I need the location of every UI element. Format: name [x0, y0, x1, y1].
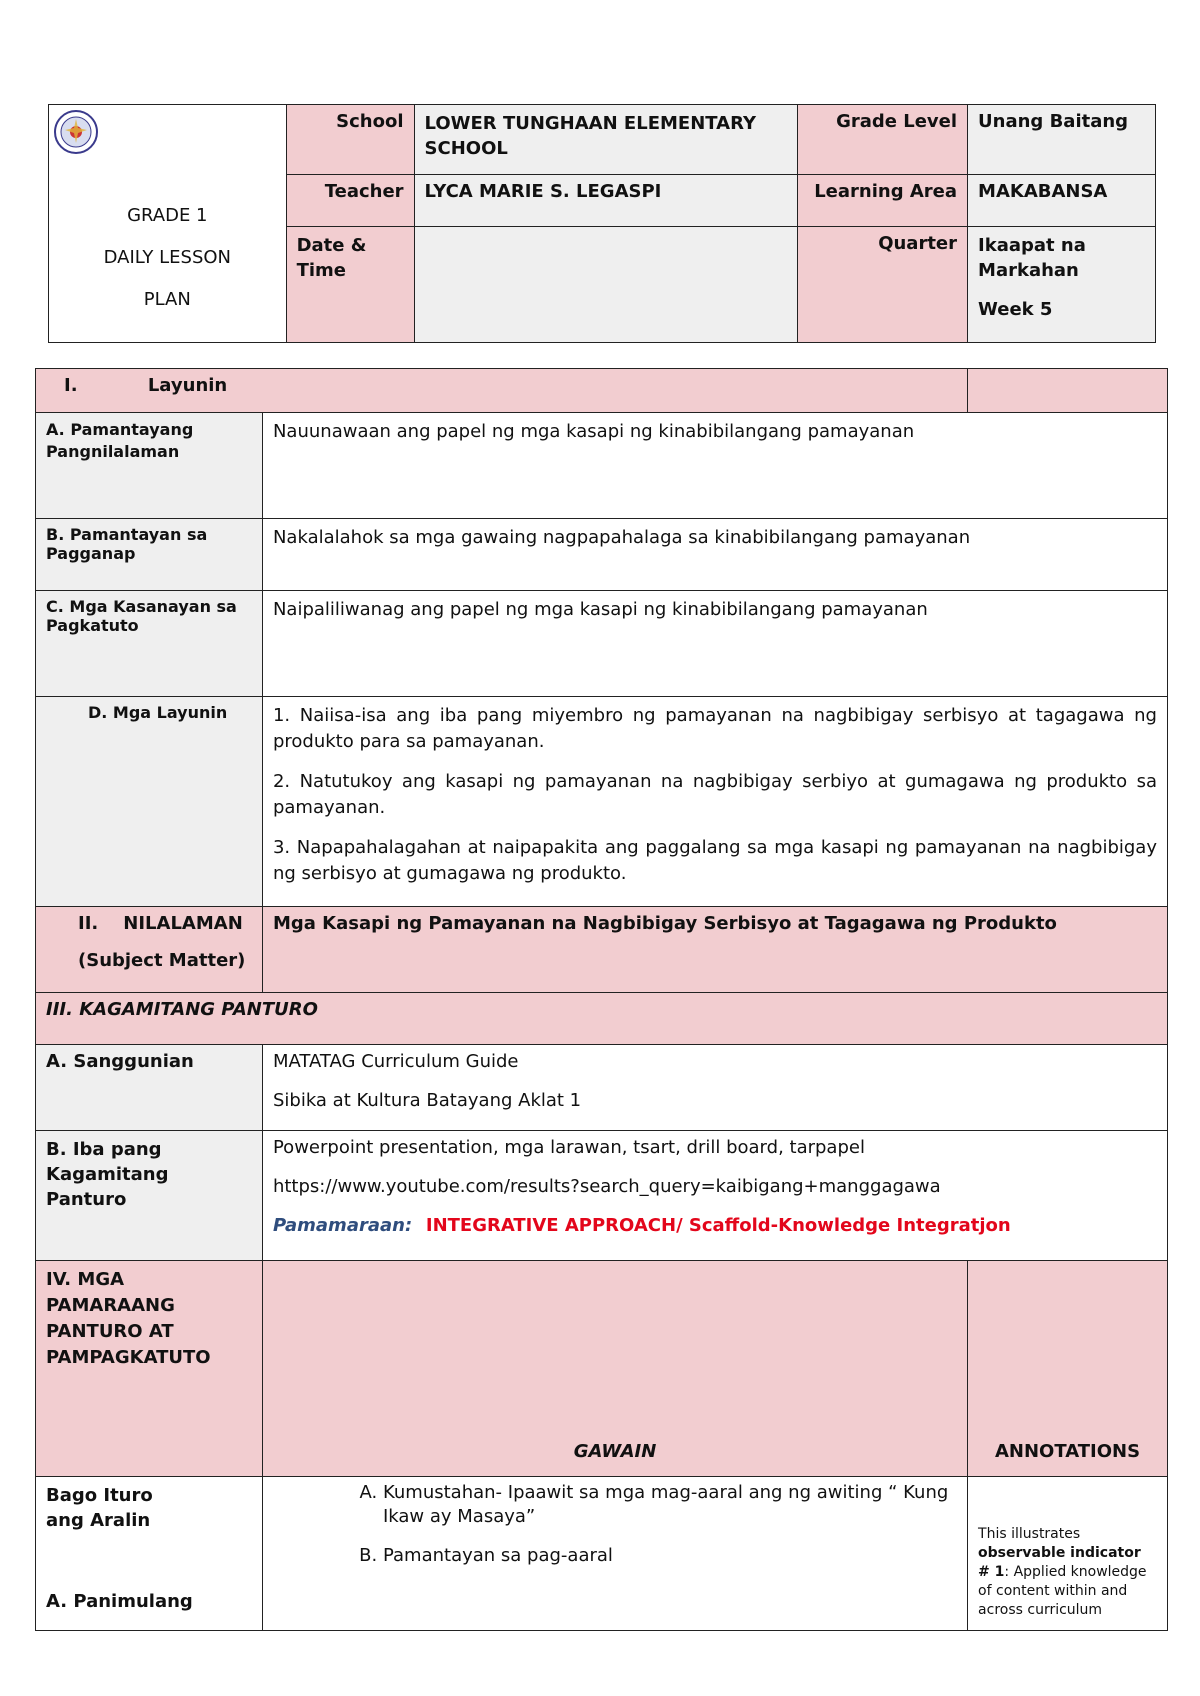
grade-text: GRADE 1: [127, 205, 208, 226]
annotations-header: ANNOTATIONS: [968, 1261, 1168, 1477]
grade-level-value: Unang Baitang: [968, 105, 1156, 175]
youtube-link[interactable]: https://www.youtube.com/results?search_query=kaibigang+manggagawa: [272, 1176, 941, 1197]
lesson-table: [35, 368, 1168, 1631]
date-value: [414, 227, 798, 343]
pamamaraan-label: Pamamaraan:: [272, 1215, 413, 1236]
panimulang-label: A. Panimulang: [46, 1591, 193, 1612]
learning-area-value: MAKABANSA: [968, 175, 1156, 227]
layunin-num: I.: [64, 375, 78, 396]
nilalaman-value: Mga Kasapi ng Pamayanan na Nagbibigay Serbisyo at Tagagawa ng Produkto: [262, 907, 1167, 993]
pamamaraan-line: [273, 1215, 1157, 1236]
sanggunian-item: MATATAG Curriculum Guide: [272, 1051, 519, 1072]
nilalaman-label: [36, 907, 263, 993]
grade-plan-cell: [49, 105, 287, 343]
grade-level-label: Grade Level: [798, 105, 968, 175]
bago-item: B. Pamantayan sa pag-aaral: [383, 1544, 957, 1568]
bago-item: A. Kumustahan- Ipaawit sa mga mag-aaral ang ng awiting “ Kung Ikaw ay Masaya”: [383, 1481, 957, 1530]
pamaraan-label: IV. MGA PAMARAANG PANTURO AT PAMPAGKATUTO: [36, 1261, 263, 1477]
kasanayan-value: Naipaliliwanag ang papel ng mga kasapi ng kinabibilangang pamayanan: [262, 591, 1167, 697]
bago-gawain: [262, 1477, 967, 1631]
bago-annotation: [968, 1477, 1168, 1631]
plan-text-2: PLAN: [143, 289, 191, 310]
gawain-header: GAWAIN: [262, 1261, 967, 1477]
school-label: School: [286, 105, 414, 175]
pagganap-value: Nakalalahok sa mga gawaing nagpapahalaga sa kinabibilangang pamayanan: [262, 519, 1167, 591]
plan-text-1: DAILY LESSON: [103, 247, 231, 268]
nilalaman-label-1: II. NILALAMAN: [78, 913, 243, 934]
layunin-empty: [968, 369, 1168, 413]
annotation-post: : Applied knowledge of content within and across curriculum: [978, 1563, 1147, 1618]
pamantayang-value: Nauunawaan ang papel ng mga kasapi ng kinabibilangang pamayanan: [262, 413, 1167, 519]
annotation-bold: observable indicator # 1: [978, 1544, 1141, 1580]
date-label: Date & Time: [286, 227, 414, 343]
nilalaman-label-2: (Subject Matter): [78, 950, 246, 971]
mga-layunin-list: [262, 697, 1167, 907]
layunin-item: 1. Naiisa-isa ang iba pang miyembro ng pamayanan na nagbibigay serbisyo at tagagawa ng produkto para sa pamayanan.: [272, 705, 1157, 753]
sanggunian-item: Sibika at Kultura Batayang Aklat 1: [272, 1090, 582, 1111]
header-table: [48, 104, 1156, 343]
kagamitan-item: Powerpoint presentation, mga larawan, tsart, drill board, tarpapel: [272, 1137, 865, 1158]
layunin-header: [36, 369, 968, 413]
deped-seal-icon: [53, 109, 99, 155]
pamantayang-label: A. Pamantayang Pangnilalaman: [36, 413, 263, 519]
pamamaraan-value: INTEGRATIVE APPROACH/ Scaffold-Knowledge Integratjon: [425, 1215, 1011, 1236]
teacher-label: Teacher: [286, 175, 414, 227]
bago-label: Bago Ituro ang Aralin: [46, 1485, 153, 1532]
week-value: Week 5: [978, 299, 1053, 321]
learning-area-label: Learning Area: [798, 175, 968, 227]
pagganap-label: B. Pamantayan sa Pagganap: [36, 519, 263, 591]
bago-list: [273, 1481, 957, 1568]
quarter-value-cell: [968, 227, 1156, 343]
layunin-title: Layunin: [147, 375, 228, 396]
sanggunian-value: [262, 1045, 1167, 1131]
teacher-value: LYCA MARIE S. LEGASPI: [414, 175, 798, 227]
iba-pang-value: [262, 1131, 1167, 1261]
layunin-item: 2. Natutukoy ang kasapi ng pamayanan na nagbibigay serbiyo at gumagawa ng produkto sa pamayanan.: [272, 771, 1157, 819]
quarter-label: Quarter: [798, 227, 968, 343]
mga-layunin-label: D. Mga Layunin: [36, 697, 263, 907]
kasanayan-label: C. Mga Kasanayan sa Pagkatuto: [36, 591, 263, 697]
school-value: LOWER TUNGHAAN ELEMENTARY SCHOOL: [414, 105, 798, 175]
kagamitan-header: III. KAGAMITANG PANTURO: [36, 993, 1168, 1045]
annotation-pre: This illustrates: [978, 1526, 1081, 1542]
bago-label-cell: [36, 1477, 263, 1631]
quarter-value: Ikaapat na Markahan: [978, 235, 1086, 282]
layunin-item: 3. Napapahalagahan at naipapakita ang paggalang sa mga kasapi ng pamayanan na nagbibigay ng serbisyo at gumagawa ng produkto.: [272, 837, 1157, 885]
sanggunian-label: A. Sanggunian: [36, 1045, 263, 1131]
iba-pang-label: B. Iba pang Kagamitang Panturo: [36, 1131, 263, 1261]
